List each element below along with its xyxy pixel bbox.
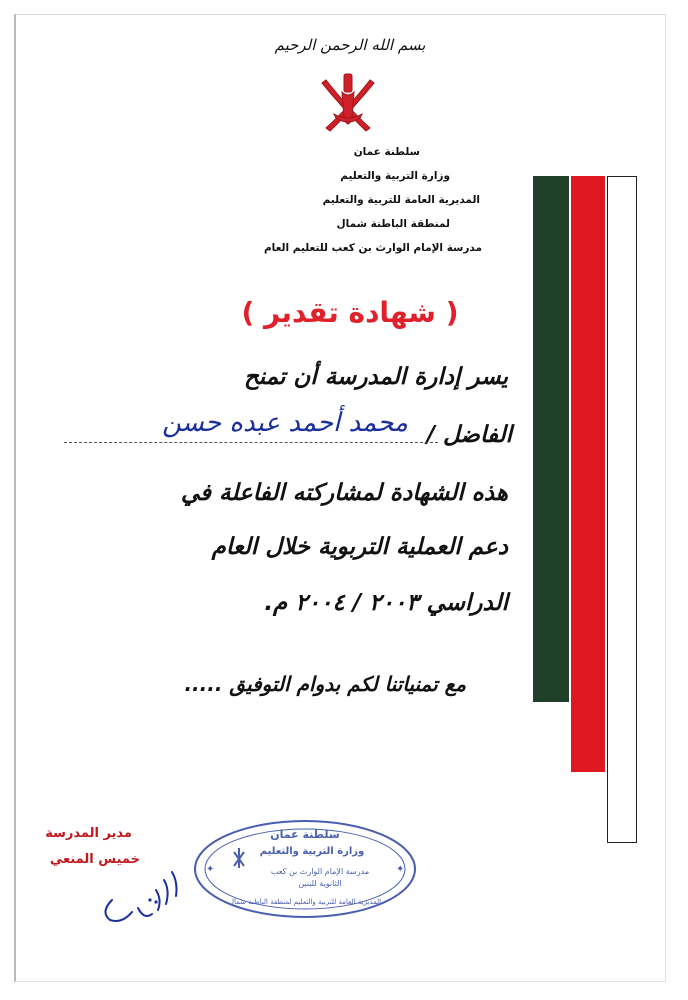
stamp-bottom-text: المديرية العامة للتربية والتعليم لمنطقة الباطنة شمال xyxy=(228,898,382,906)
recipient-name: محمد أحمد عبده حسن xyxy=(162,408,408,438)
certificate-line-4: دعم العملية التربوية خلال العام xyxy=(211,534,508,560)
recipient-underline xyxy=(64,442,438,443)
stamp-school-line: مدرسة الإمام الوارث بن كعب xyxy=(270,867,370,876)
stamp-star-left-icon: ✦ xyxy=(206,864,215,875)
header-ministry: وزارة التربية والتعليم xyxy=(340,170,450,182)
green-bar xyxy=(533,176,569,702)
header-region: لمنطقة الباطنة شمال xyxy=(336,218,450,230)
header-school: مدرسة الإمام الوارث بن كعب للتعليم العام xyxy=(263,242,482,254)
oman-emblem-icon xyxy=(308,68,388,138)
recipient-label: الفاضل / xyxy=(426,422,512,448)
school-stamp xyxy=(192,818,418,920)
stamp-school-sub: الثانوية للبنين xyxy=(298,879,342,888)
header-directorate: المديرية العامة للتربية والتعليم xyxy=(322,194,480,206)
certificate-line-3: هذه الشهادة لمشاركته الفاعلة في xyxy=(180,480,508,506)
certificate-line-1: يسر إدارة المدرسة أن تمنح xyxy=(243,364,508,390)
signatory-name: خميس المنعي xyxy=(49,852,140,867)
stamp-top-text: سلطنة عمان xyxy=(270,828,340,841)
certificate-title: ( شهادة تقدير ) xyxy=(241,296,459,329)
basmala: بسم الله الرحمن الرحيم xyxy=(274,36,426,54)
closing-line: مع تمنياتنا لكم بدوام التوفيق ..... xyxy=(184,672,466,696)
certificate-line-5: الدراسي ٢٠٠٣ / ٢٠٠٤ م. xyxy=(264,590,508,616)
red-bar xyxy=(571,176,605,772)
stamp-star-right-icon: ✦ xyxy=(396,864,405,875)
handwritten-signature-icon xyxy=(92,860,192,930)
white-bar xyxy=(607,176,637,843)
stamp-middle-text: وزارة التربية والتعليم xyxy=(259,846,365,857)
header-country: سلطنة عمان xyxy=(353,146,420,158)
stamp-emblem-icon xyxy=(234,848,244,868)
signatory-title: مدير المدرسة xyxy=(45,826,132,841)
